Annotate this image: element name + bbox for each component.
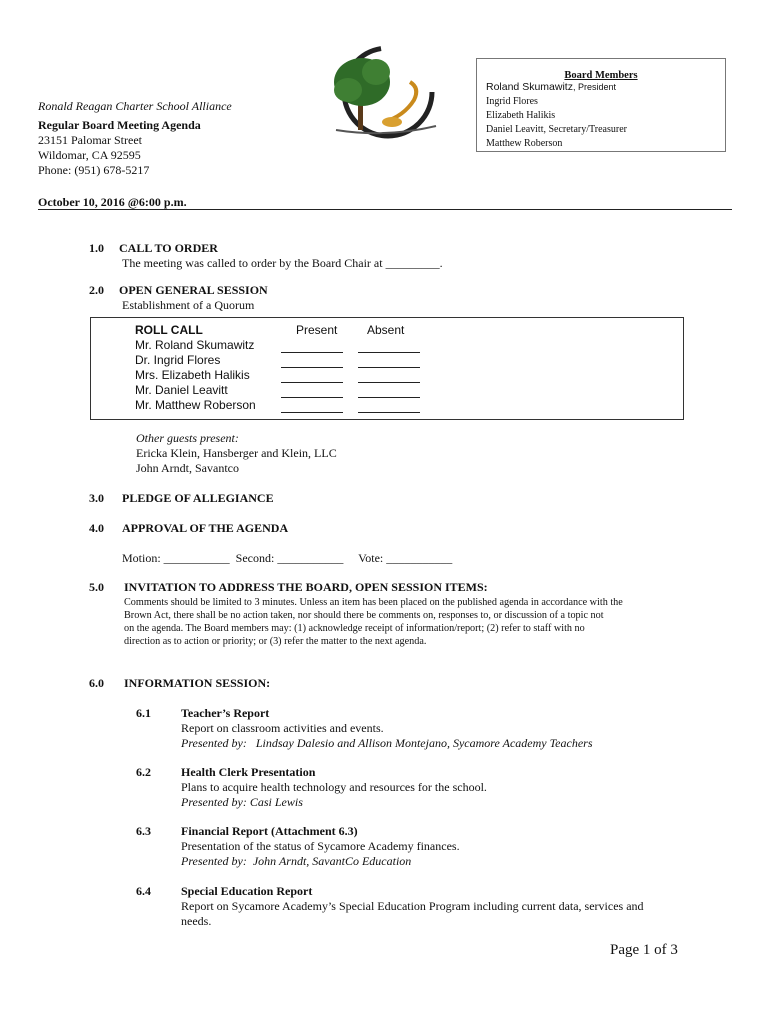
item-presenter: Presented by: Lindsay Dalesio and Allison Montejano, Sycamore Academy Teachers [181, 736, 593, 750]
item-title: Health Clerk Presentation [181, 765, 316, 779]
col-absent: Absent [367, 323, 405, 337]
section-number: 2.0 [89, 283, 104, 297]
item-desc: Report on Sycamore Academy’s Special Education Program including current data, services and [181, 899, 644, 913]
roll-call-table [90, 317, 684, 420]
address-line-1: 23151 Palomar Street [38, 133, 142, 147]
roll-call-name: Mr. Daniel Leavitt [135, 383, 228, 397]
address-line-2: Wildomar, CA 92595 [38, 148, 141, 162]
item-presenter: Presented by: John Arndt, SavantCo Education [181, 854, 412, 868]
absent-blank[interactable] [358, 386, 420, 398]
board-member: Elizabeth Halikis [486, 110, 556, 121]
absent-blank[interactable] [358, 356, 420, 368]
school-logo [326, 42, 438, 142]
present-blank[interactable] [281, 386, 343, 398]
board-member-role: , President [572, 82, 616, 92]
section-text: Establishment of a Quorum [122, 298, 255, 312]
board-members-title: Board Members [564, 70, 638, 81]
section-title: APPROVAL OF THE AGENDA [122, 521, 289, 535]
col-present: Present [296, 323, 338, 337]
item-number: 6.1 [136, 706, 151, 720]
absent-blank[interactable] [358, 401, 420, 413]
org-name: Ronald Reagan Charter School Alliance [38, 99, 232, 113]
board-member [486, 81, 616, 94]
item-title: Teacher’s Report [181, 706, 270, 720]
section-text: The meeting was called to order by the Board Chair at _________. [122, 256, 443, 270]
guest: John Arndt, Savantco [136, 461, 239, 475]
guest: Ericka Klein, Hansberger and Klein, LLC [136, 446, 337, 460]
board-member: Ingrid Flores [486, 96, 538, 107]
absent-blank[interactable] [358, 371, 420, 383]
guests-label: Other guests present: [136, 431, 239, 445]
item-number: 6.3 [136, 824, 151, 838]
motion-line: Motion: ___________ Second: ___________ Vote: ___________ [122, 551, 453, 565]
item-desc: Presentation of the status of Sycamore Academy finances. [181, 839, 460, 853]
item-presenter: Presented by: Casi Lewis [181, 795, 303, 809]
section-text: Comments should be limited to 3 minutes. Unless an item has been placed on the published agenda in accordance with the [124, 597, 623, 608]
item-title: Special Education Report [181, 884, 313, 898]
section-title: CALL TO ORDER [119, 241, 218, 255]
present-blank[interactable] [281, 356, 343, 368]
doc-title: Regular Board Meeting Agenda [38, 118, 201, 132]
roll-call-name: Dr. Ingrid Flores [135, 353, 221, 367]
section-title: PLEDGE OF ALLEGIANCE [122, 491, 274, 505]
present-blank[interactable] [281, 401, 343, 413]
roll-call-name: Mr. Matthew Roberson [135, 398, 256, 412]
section-number: 4.0 [89, 521, 104, 535]
section-title: OPEN GENERAL SESSION [119, 283, 268, 297]
item-desc: Plans to acquire health technology and resources for the school. [181, 780, 487, 794]
section-text: direction as to action or priority; or (3) refer the matter to the next agenda. [124, 636, 427, 647]
section-number: 1.0 [89, 241, 104, 255]
date-divider [38, 195, 732, 210]
absent-blank[interactable] [358, 341, 420, 353]
section-number: 3.0 [89, 491, 104, 505]
roll-call-name: Mr. Roland Skumawitz [135, 338, 255, 352]
board-member: Matthew Roberson [486, 138, 563, 149]
section-title: INVITATION TO ADDRESS THE BOARD, OPEN SESSION ITEMS: [124, 580, 488, 594]
board-member-name: Roland Skumawitz [486, 81, 573, 93]
item-number: 6.4 [136, 884, 151, 898]
item-number: 6.2 [136, 765, 151, 779]
item-desc: Report on classroom activities and events. [181, 721, 384, 735]
roll-call-title: ROLL CALL [135, 323, 203, 337]
present-blank[interactable] [281, 341, 343, 353]
section-title: INFORMATION SESSION: [124, 676, 271, 690]
item-desc: needs. [181, 914, 212, 928]
item-title: Financial Report (Attachment 6.3) [181, 824, 358, 838]
meeting-date: October 10, 2016 @6:00 p.m. [38, 195, 187, 209]
board-member: Daniel Leavitt, Secretary/Treasurer [486, 124, 627, 135]
section-number: 6.0 [89, 676, 104, 690]
present-blank[interactable] [281, 371, 343, 383]
page-number: Page 1 of 3 [610, 942, 678, 958]
board-members-box [476, 58, 726, 152]
section-text: on the agenda. The Board members may: (1) acknowledge receipt of information/report; (2) refer to staff with no [124, 623, 585, 634]
section-number: 5.0 [89, 580, 104, 594]
roll-call-name: Mrs. Elizabeth Halikis [135, 368, 250, 382]
phone: Phone: (951) 678-5217 [38, 163, 150, 177]
section-text: Brown Act, there shall be no action taken, nor should there be comments on, responses to, or discussion of a topic not [124, 610, 604, 621]
